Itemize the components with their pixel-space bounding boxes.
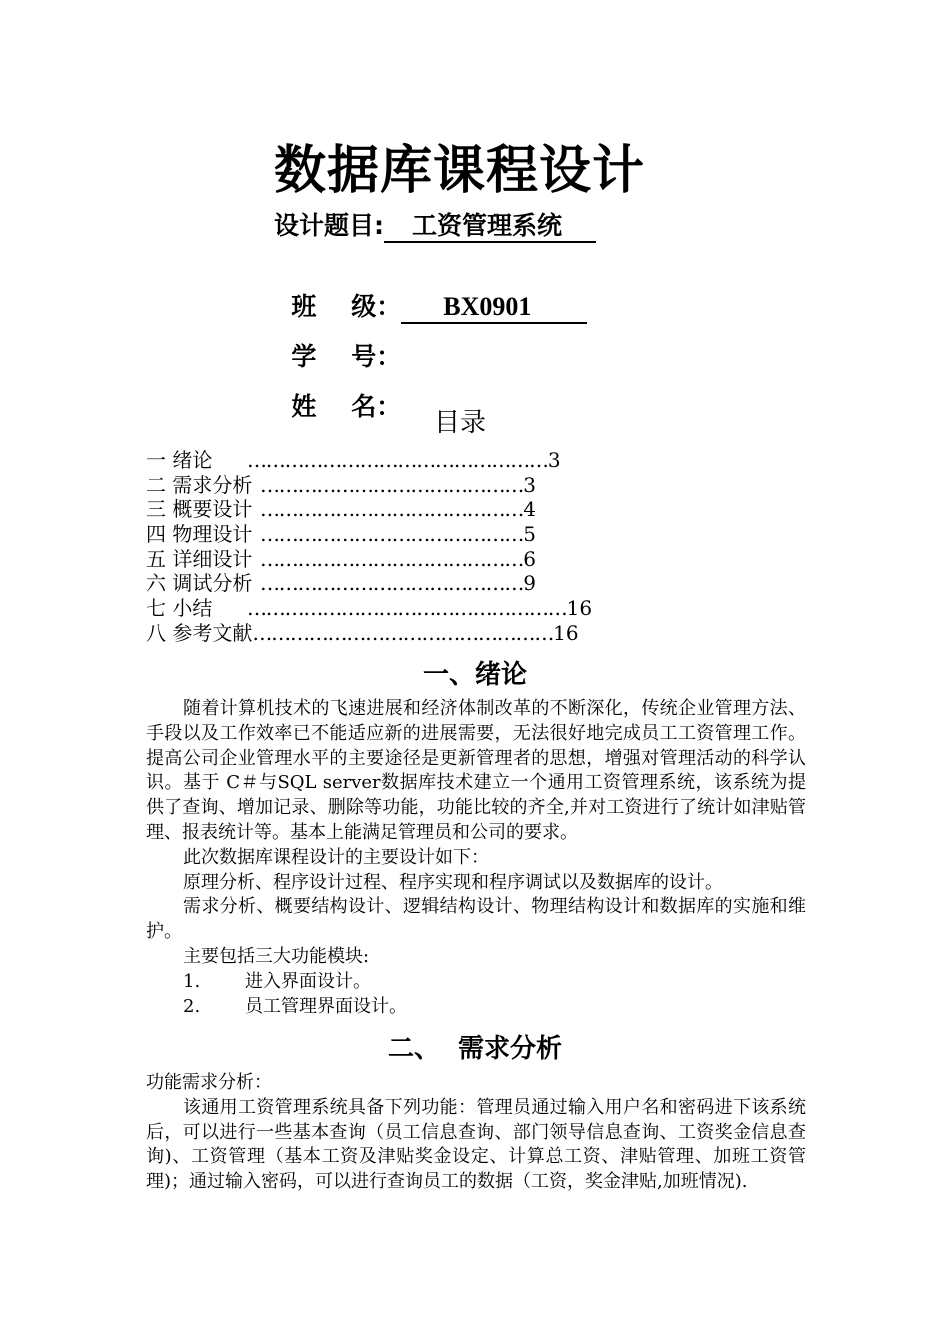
- toc-item-label: 一 绪论: [146, 448, 213, 472]
- section1-heading: 一、绪论: [422, 660, 527, 690]
- section2-intro: 功能需求分析：: [146, 1072, 272, 1093]
- table-of-contents: [146, 448, 592, 646]
- toc-item-page: 9: [523, 571, 536, 596]
- toc-item-page: 5: [523, 522, 536, 547]
- toc-item-label: 七 小结: [146, 596, 213, 621]
- toc-item-label: 八 参考文献: [146, 620, 253, 645]
- toc-item-page: 6: [523, 546, 536, 571]
- toc-item-label: 五 详细设计: [146, 546, 253, 571]
- toc-title: 目录: [433, 408, 486, 438]
- toc-item-page: 3: [547, 448, 561, 472]
- toc-item-leader: …………………………………………: [247, 448, 548, 472]
- section2-body: [146, 1071, 806, 1195]
- toc-item[interactable]: [146, 621, 592, 646]
- toc-item-page: 3: [523, 472, 536, 497]
- toc-item-leader: …………………………………………: [252, 620, 554, 645]
- toc-item-leader: ……………………………………: [260, 546, 524, 571]
- list-item: [146, 995, 806, 1020]
- section1-paragraph: 原理分析、程序设计过程、程序实现和程序调试以及数据库的设计。: [183, 871, 723, 893]
- toc-item[interactable]: [146, 547, 592, 572]
- toc-item[interactable]: [146, 522, 592, 547]
- document-title: 数据库课程设计: [274, 141, 646, 201]
- name-label: 姓 名：: [291, 392, 402, 421]
- toc-item-label: 六 调试分析: [146, 571, 253, 596]
- toc-item[interactable]: [146, 448, 592, 473]
- toc-item-page: 16: [553, 620, 579, 645]
- list-item-text: 进入界面设计。: [245, 970, 371, 992]
- toc-item-label: 四 物理设计: [146, 522, 253, 547]
- list-item-text: 员工管理界面设计。: [245, 995, 407, 1017]
- list-item: [146, 970, 806, 995]
- topic-label: 设计题目:: [274, 211, 384, 240]
- toc-item[interactable]: [146, 596, 592, 621]
- toc-item-leader: ……………………………………: [260, 571, 524, 596]
- section1-paragraph: 需求分析、概要结构设计、逻辑结构设计、物理结构设计和数据库的实施和维护。: [146, 896, 806, 943]
- section2-paragraph: 该通用工资管理系统具备下列功能：管理员通过输入用户名和密码进下该系统后，可以进行一些基本查询（员工信息查询、部门领导信息查询、工资奖金信息查询)、工资管理（基本工资及津贴奖金设定、计算总工资、津贴管理、加班工资管理)；通过输入密码，可以进行查询员工的数据（工资，奖金津贴,加班情况).: [146, 1096, 806, 1193]
- toc-item[interactable]: [146, 571, 592, 596]
- topic-row: [274, 206, 596, 243]
- toc-item-page: 16: [566, 596, 593, 621]
- toc-item-label: 二 需求分析: [146, 472, 253, 497]
- toc-item[interactable]: [146, 473, 592, 498]
- section1-paragraph: 主要包括三大功能模块:: [183, 945, 370, 967]
- class-label: 班 级：: [291, 292, 402, 321]
- section1-paragraph: 随着计算机技术的飞速进展和经济体制改革的不断深化，传统企业管理方法、手段以及工作效率已不能适应新的进展需要，无法很好地完成员工工资管理工作。提高公司企业管理水平的主要途径是更新管理者的思想，增强对管理活动的科学认识。基于 C＃与SQL server数据库技术建立一个通用工资管理系统，该系统为提供了查询、增加记录、删除等功能，功能比较的齐全,并对工资进行了统计如津贴管理、报表统计等。基本上能满足管理员和公司的要求。: [146, 698, 806, 843]
- toc-item-label: 三 概要设计: [146, 497, 253, 522]
- topic-value: 工资管理系统: [384, 212, 596, 243]
- toc-item-leader: ……………………………………: [260, 472, 524, 497]
- section1-paragraph: 此次数据库课程设计的主要设计如下：: [183, 846, 489, 868]
- section2-heading: 二、 需求分析: [387, 1034, 563, 1064]
- list-item-number: 2.: [183, 995, 201, 1017]
- list-item-number: 1.: [183, 970, 201, 992]
- class-value: BX0901: [401, 292, 587, 324]
- toc-item[interactable]: [146, 497, 592, 522]
- toc-item-leader: ……………………………………………: [247, 596, 567, 621]
- toc-item-page: 4: [523, 497, 536, 522]
- section1-body: [146, 697, 806, 1019]
- student-id-label: 学 号：: [291, 342, 402, 371]
- toc-item-leader: ……………………………………: [260, 497, 524, 522]
- toc-item-leader: ……………………………………: [260, 522, 524, 547]
